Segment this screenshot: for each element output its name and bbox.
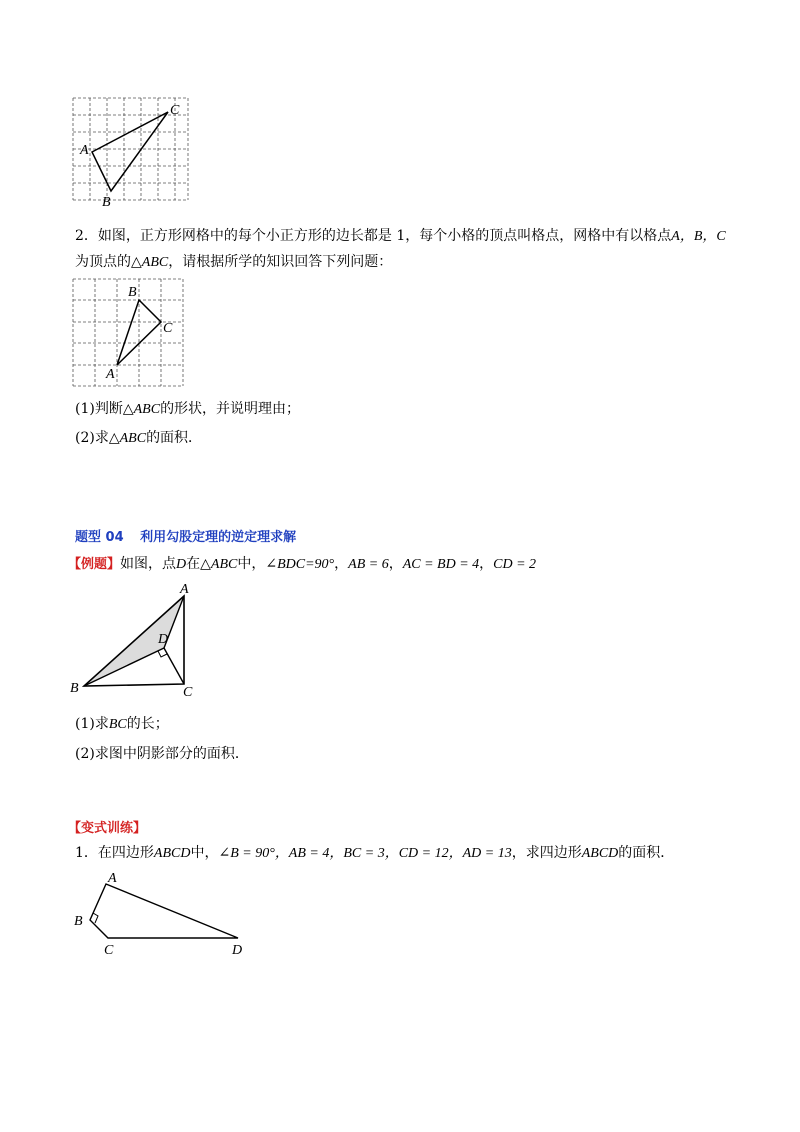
example-statement: 【例题】如图，点D在△ABC中，∠BDC=90°，AB = 6，AC = BD = 4，CD = 2 (68, 556, 537, 572)
label-d: D (232, 943, 243, 958)
label-b: B (102, 195, 111, 210)
q2-line-1: 2．如图，正方形网格中的每个小正方形的边长都是 1，每个小格的顶点叫格点，网格中有以格点A，B，C (75, 228, 726, 244)
segment-dc (164, 648, 184, 684)
section-heading (75, 527, 296, 548)
triangle-abc (92, 112, 168, 191)
label-a: A (106, 367, 115, 382)
label-a: A (80, 143, 89, 158)
section-title: 利用勾股定理的逆定理求解 (140, 530, 297, 545)
figure-3-shaded-triangle (66, 578, 216, 700)
training-q1: 1．在四边形ABCD中，∠B = 90°，AB = 4，BC = 3，CD = 12，AD = 13，求四边形ABCD的面积． (75, 845, 675, 861)
label-a: A (108, 871, 117, 886)
label-b: B (70, 681, 79, 696)
label-c: C (170, 103, 180, 118)
label-c: C (183, 685, 193, 700)
q2-line-2: 为顶点的△ABC，请根据所学的知识回答下列问题： (75, 254, 393, 270)
label-c: C (163, 321, 173, 336)
label-c: C (104, 943, 114, 958)
label-d: D (158, 632, 169, 647)
figure-4-quadrilateral (68, 866, 258, 962)
section-tag: 题型 04 (75, 530, 124, 545)
example-sub-2: (2)求图中阴影部分的面积． (75, 746, 249, 762)
right-angle-mark (93, 913, 98, 923)
q2-sub-2: (2)求△ABC的面积． (75, 430, 203, 446)
example-tag: 【例题】 (68, 557, 121, 572)
q2-sub-1: (1)判断△ABC的形状，并说明理由； (75, 401, 301, 417)
triangle-abc (84, 596, 184, 686)
training-tag: 【变式训练】 (68, 821, 147, 836)
label-a: A (180, 582, 189, 597)
label-b: B (74, 914, 83, 929)
figure-2-grid-triangle (66, 274, 196, 392)
example-sub-1: (1)求BC的长； (75, 716, 169, 732)
quadrilateral-abcd (90, 884, 238, 938)
label-b: B (128, 285, 137, 300)
figure-1-grid-triangle (60, 92, 200, 212)
